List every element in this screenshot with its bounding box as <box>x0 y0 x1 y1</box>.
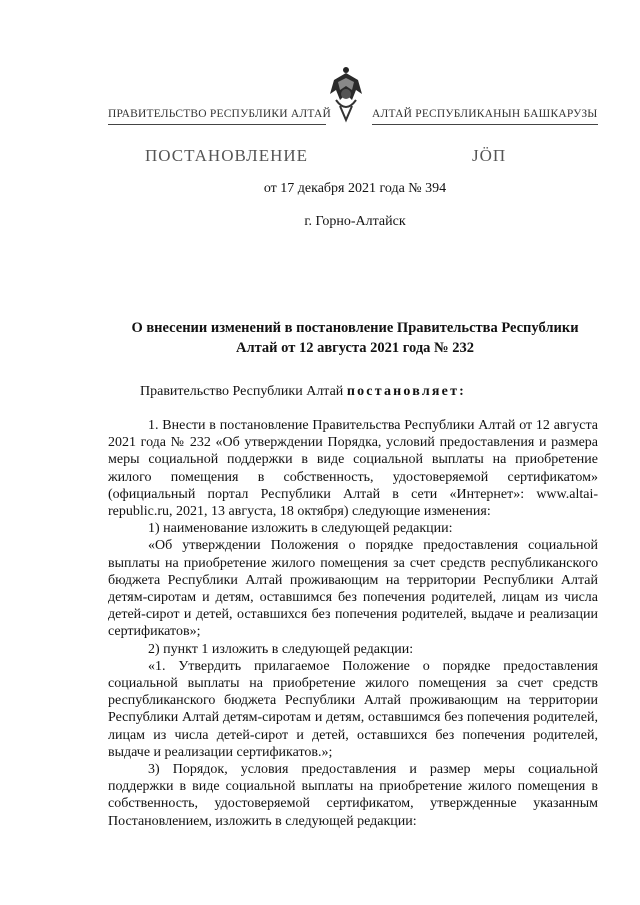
paragraph-quote-title: «Об утверждении Положения о порядке предоставления социальной выплаты на приобретение жилого помещения за счет средств республиканского бюджета Республики Алтай проживающим на территории Республики Алтай детям-сиротам и детям, оставшимся без попечения родителей, лицам из числа детей-сирот и детей, оставшихся без попечения родителей, выдаче и реализации сертификатов»; <box>108 538 598 640</box>
org-name-altai: АЛТАЙ РЕСПУБЛИКАНЫН БАШКАРУЗЫ <box>372 108 598 120</box>
header-band <box>108 104 598 126</box>
paragraph-subitem-2: 2) пункт 1 изложить в следующей редакции: <box>148 641 414 657</box>
preamble-text: Правительство Республики Алтай <box>140 384 344 399</box>
paragraph-item-1: 1. Внести в постановление Правительства Республики Алтай от 12 августа 2021 года № 232 «Об утверждении Порядка, условий предоставления и размера меры социальной поддержки в виде социальной выплаты на приобретение жилого помещения в собственность, удостоверяемой сертификатом» (официальный портал Республики Алтай в сети «Интернет»: www.altai-republic.ru, 2021, 13 августа, 18 октября) следующие изменения: <box>108 418 598 520</box>
document-title <box>100 318 610 358</box>
preamble <box>140 384 466 400</box>
paragraph-subitem-3: 3) Порядок, условия предоставления и размер меры социальной поддержки в виде социальной выплаты на приобретение жилого помещения в собственность, удостоверяемой сертификатом, утвержденные указанным Постановлением, изложить в следующей редакции: <box>108 762 598 829</box>
header-rule-left <box>108 124 326 125</box>
resolution-label-russian: ПОСТАНОВЛЕНИЕ <box>145 146 309 165</box>
preamble-action: постановляет: <box>346 384 467 399</box>
paragraph-subitem-1: 1) наименование изложить в следующей редакции: <box>148 521 453 537</box>
document-title-line-2: Алтай от 12 августа 2021 года № 232 <box>236 340 474 356</box>
document-city: г. Горно-Алтайск <box>304 214 406 229</box>
document-title-line-1: О внесении изменений в постановление Правительства Республики <box>131 320 579 336</box>
document-date-number: от 17 декабря 2021 года № 394 <box>263 181 447 196</box>
org-name-russian: ПРАВИТЕЛЬСТВО РЕСПУБЛИКИ АЛТАЙ <box>108 108 332 120</box>
paragraph-quote-point-1: «1. Утвердить прилагаемое Положение о порядке предоставления социальной выплаты на приобретение жилого помещения за счет средств республиканского бюджета Республики Алтай проживающим на территории Республики Алтай детям-сиротам и детям, оставшимся без попечения родителей, лицам из числа детей-сирот и детей, оставшихся без попечения родителей, выдаче и реализации сертификатов.»; <box>108 658 598 760</box>
document-body <box>108 417 598 830</box>
header-rule-right <box>372 124 598 125</box>
resolution-label-altai: ЈӦП <box>472 146 507 165</box>
